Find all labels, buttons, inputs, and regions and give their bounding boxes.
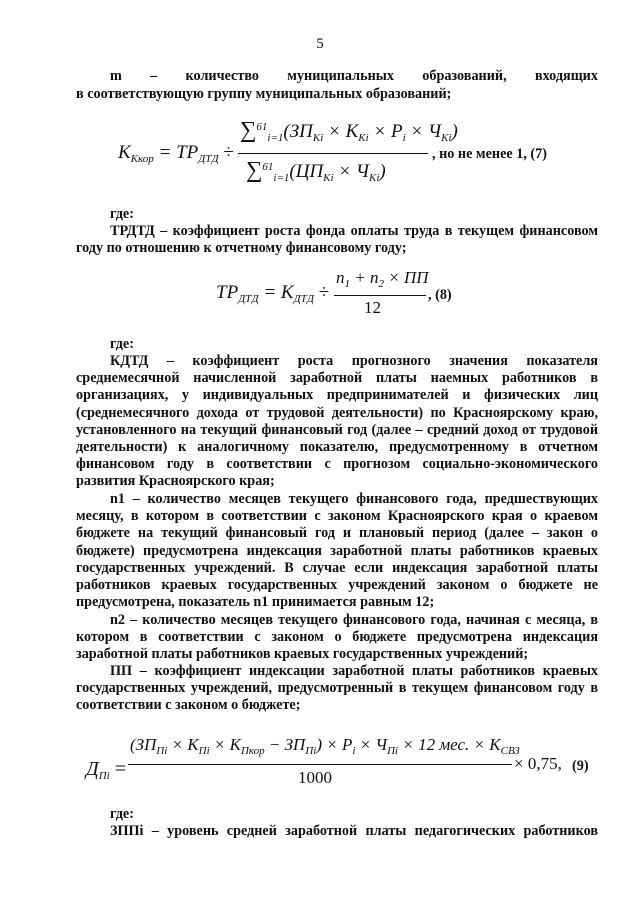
formula-7-fraction-bar bbox=[238, 153, 428, 154]
where-label: где: bbox=[110, 206, 134, 222]
intro-word: входящих bbox=[534, 68, 598, 84]
intro-word: количество bbox=[185, 68, 259, 84]
formula-7-numerator: $\sum^{61}_{i=1}(ЗП_{Ki} \times K_{Ki} \times P_i \times Ч_{Ki})$ bbox=[240, 117, 458, 144]
formula-9-denominator: 1000 bbox=[298, 768, 332, 787]
formula-9-tail: × 0,75, bbox=[514, 754, 562, 773]
formula-8-fraction-bar bbox=[334, 295, 426, 296]
formula-8-numerator: $n_1 + n_2$ × ПП bbox=[336, 268, 429, 290]
formula-9-numerator: $(ЗП_{Пi} \times K_{Пi} \times K_{Пкор} - ЗП_{Пi}) \times P_i \times Ч_{Пi} \times 12$ мес. × $K_{СВЗ}$ bbox=[130, 735, 520, 757]
n1-definition: n1 – количество месяцев текущего финансового года, предшествующих месяцу, в котором в соответствии с законом Красноярского края о краевом бюджете на текущий финансовый год и плановый период (далее – закон о бюджете) предусмотрена индексация заработной платы работников краевых государственных учреждений. В случае если индексация заработной платы работников краевых государственных учреждений законом о бюджете не предусмотрена, показатель n1 принимается равным 12; bbox=[76, 491, 598, 611]
intro-word: m bbox=[110, 68, 122, 84]
n2-definition: n2 – количество месяцев текущего финансового года, начиная с месяца, в котором в соответствии с законом о бюджете предусмотрена индексация заработной платы работников краевых государственных учреждений; bbox=[76, 612, 598, 663]
tr-definition: ТРДТД – коэффициент роста фонда оплаты труда в текущем финансовом году по отношению к отчетному финансовому году; bbox=[76, 223, 598, 257]
page-number: 5 bbox=[316, 36, 324, 52]
where-label: где: bbox=[110, 806, 134, 822]
formula-8-tag: , (8) bbox=[428, 287, 452, 303]
formula-9-tag: (9) bbox=[572, 758, 589, 774]
intro-word: образований, bbox=[422, 68, 507, 84]
formula-7-lhs: $K_{Kкор} = ТР_{ДТД}$ ÷ bbox=[118, 142, 234, 165]
formula-9-fraction-bar bbox=[128, 764, 512, 765]
formula-7-tag: , но не менее 1, (7) bbox=[432, 146, 547, 162]
formula-8-denominator: 12 bbox=[364, 298, 381, 317]
intro-line-2: в соответствующую группу муниципальных образований; bbox=[76, 86, 452, 102]
intro-word: – bbox=[150, 68, 158, 84]
intro-line-1 bbox=[110, 68, 598, 85]
formula-8-lhs: $ТР_{ДТД} = K_{ДТД}$ ÷ bbox=[216, 282, 330, 305]
k-definition: КДТД – коэффициент роста прогнозного значения показателя среднемесячной начисленной заработной платы наемных работников в организациях, у индивидуальных предпринимателей и физических лиц (среднемесячного дохода от трудовой деятельности) по Красноярскому краю, установленного на текущий финансовый год (далее – средний доход от трудовой деятельности) к аналогичному показателю, предусмотренному в отчетном финансовом году в соответствии с прогнозом социально-экономического развития Красноярского края; bbox=[76, 353, 598, 490]
pp-definition: ПП – коэффициент индексации заработной платы работников краевых государственных учреждений, предусмотренный в текущем финансовом году в соответствии с законом о бюджете; bbox=[76, 663, 598, 714]
zp-definition: ЗППi – уровень средней заработной платы педагогических работников bbox=[110, 823, 598, 839]
where-label: где: bbox=[110, 336, 134, 352]
intro-word: муниципальных bbox=[287, 68, 394, 84]
formula-7-denominator: $\sum^{61}_{i=1}(ЦП_{Ki} \times Ч_{Ki})$ bbox=[246, 157, 386, 184]
formula-9-lhs: $Д_{Пi}$ = bbox=[86, 758, 127, 782]
